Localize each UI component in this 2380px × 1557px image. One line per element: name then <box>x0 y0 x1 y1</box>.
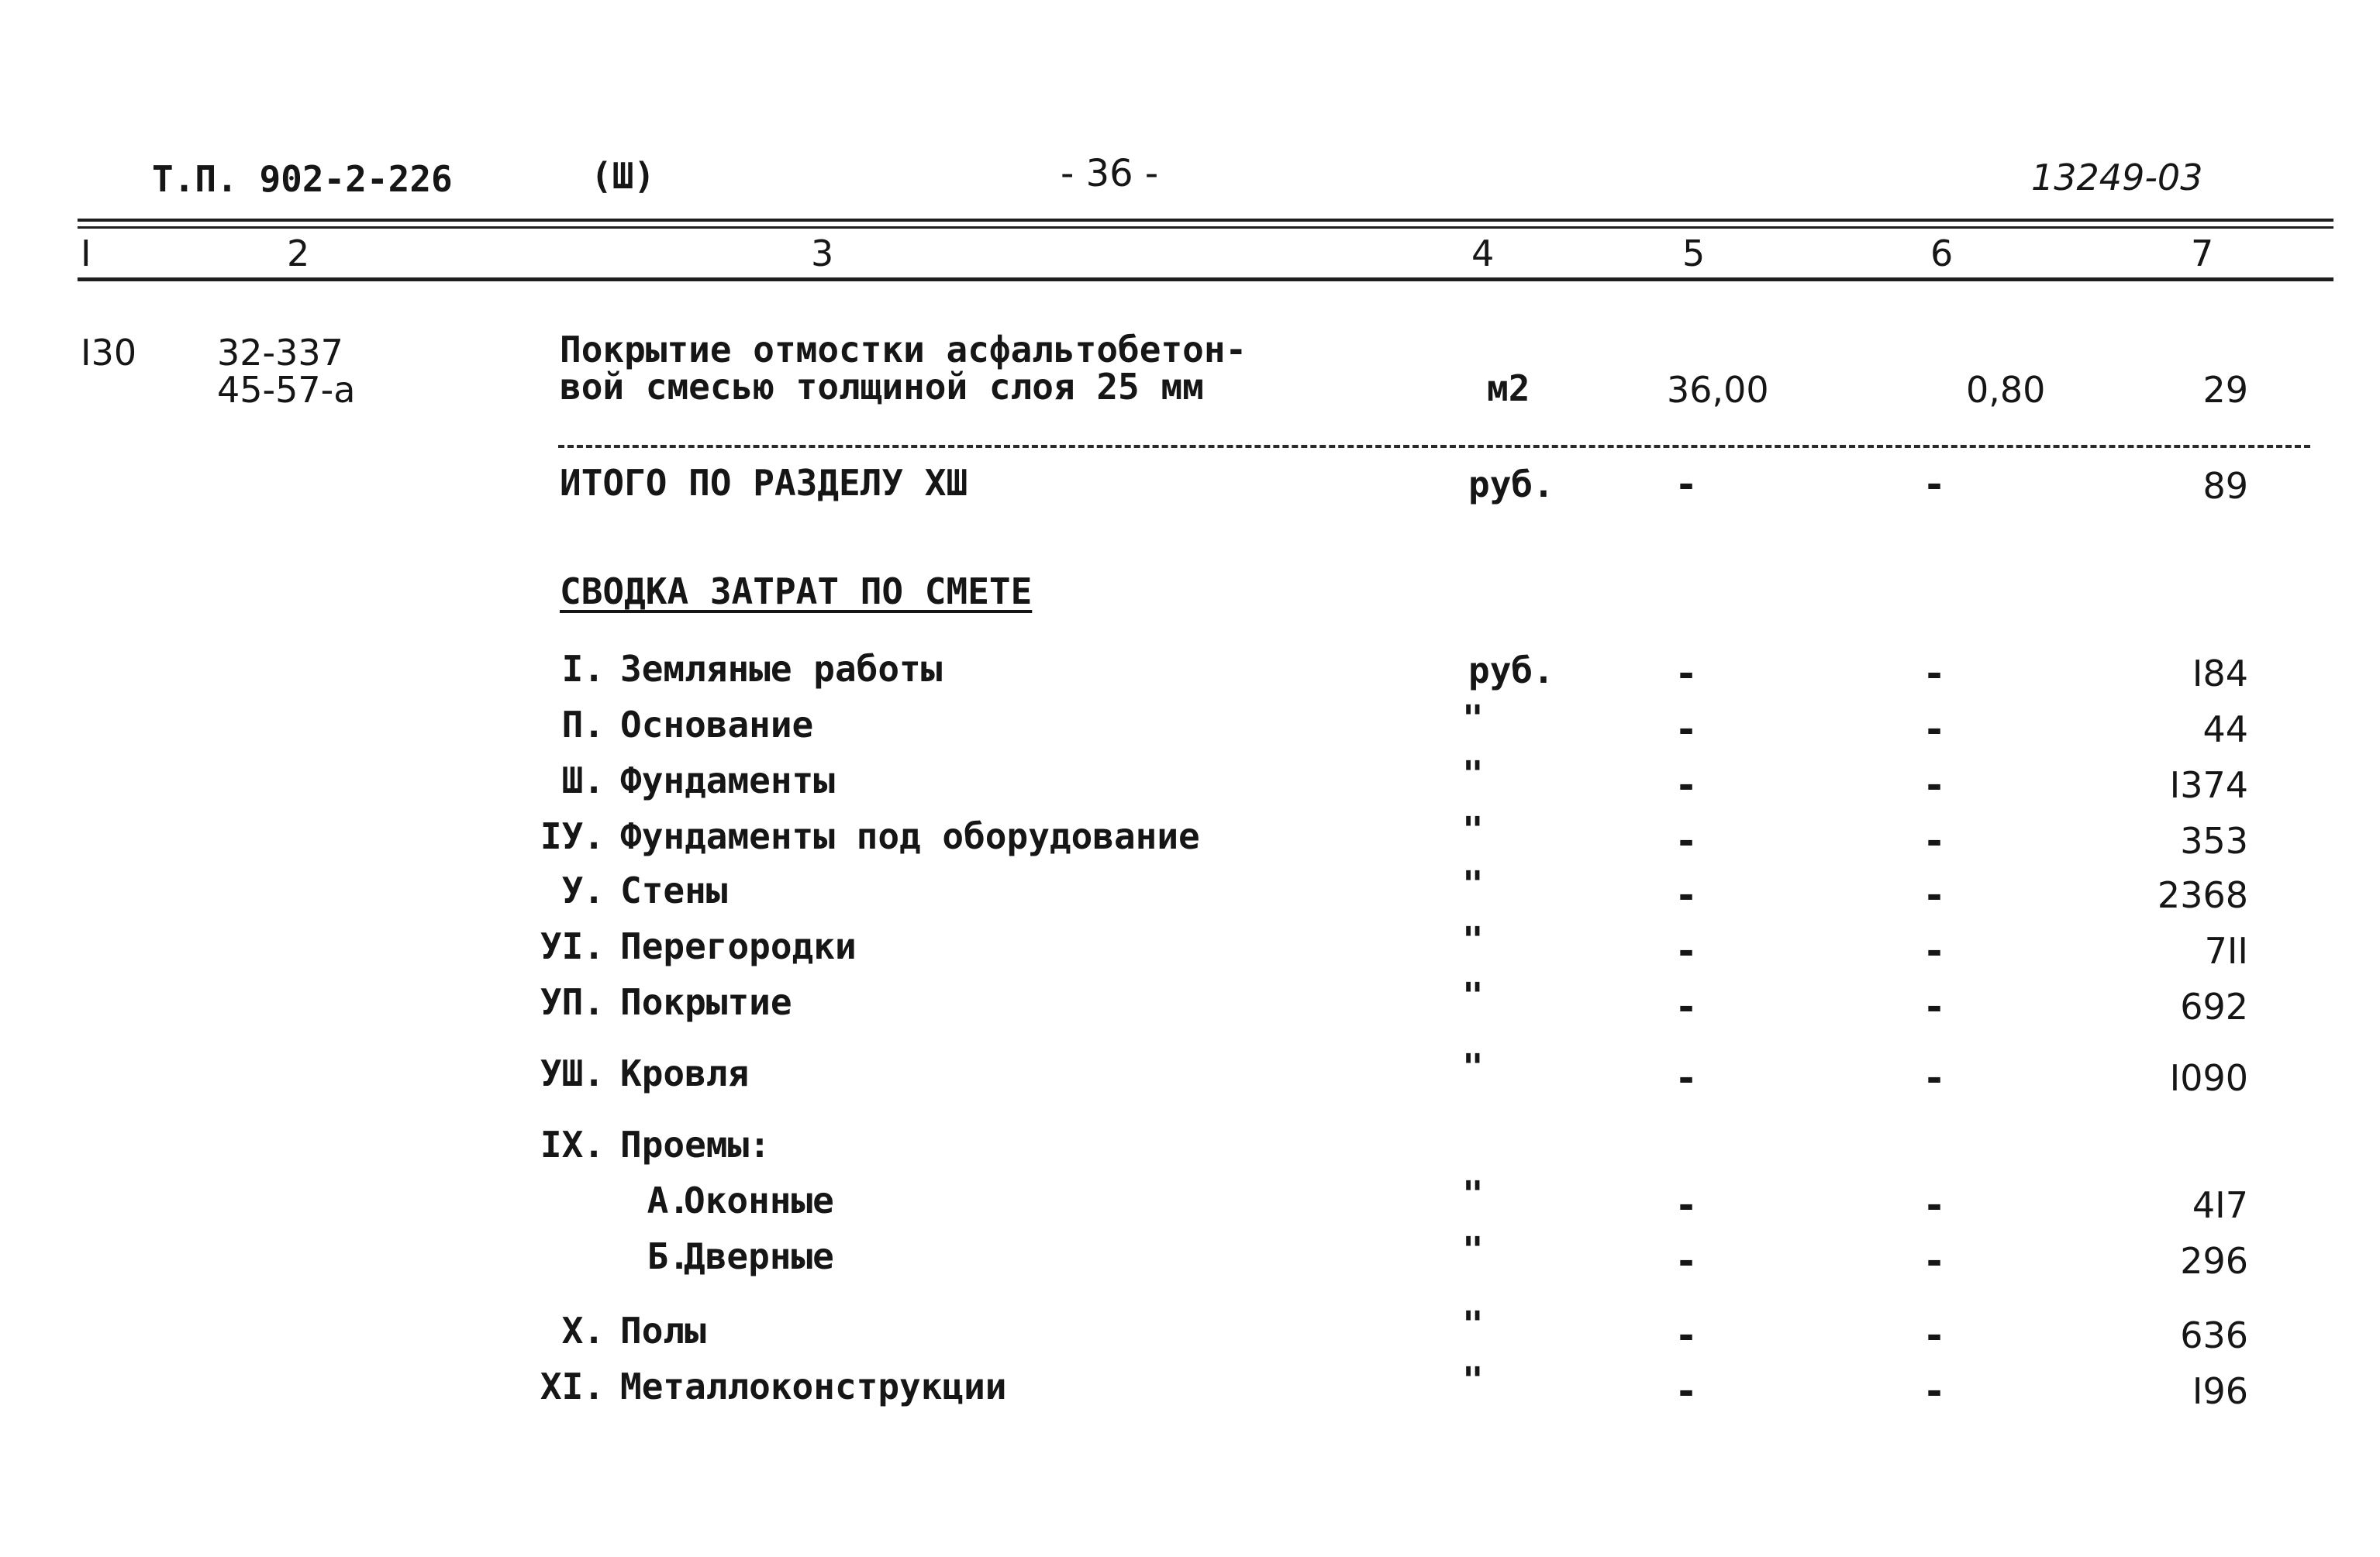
summary-row-value: 636 <box>2180 1314 2248 1356</box>
summary-row-col6: - <box>1923 984 1947 1029</box>
summary-row-col5: - <box>1675 1369 1699 1414</box>
summary-row-number: X. <box>561 1310 605 1352</box>
summary-row-value: 4I7 <box>2192 1184 2248 1226</box>
summary-row-name: Проемы: <box>620 1124 771 1166</box>
summary-row-name: Оконные <box>684 1180 834 1221</box>
summary-row-unit: " <box>1462 919 1484 961</box>
summary-row-col5: - <box>1675 873 1699 918</box>
summary-row-number: А. <box>647 1180 690 1221</box>
entry-unit-price: 0,80 <box>1966 369 2046 411</box>
part-label: (Ш) <box>591 155 656 197</box>
summary-row-col5: - <box>1675 1238 1699 1283</box>
summary-row-number: Ш. <box>561 760 605 801</box>
summary-row-number: П. <box>561 704 605 746</box>
summary-row-unit: " <box>1462 809 1484 851</box>
summary-row-col6: - <box>1923 651 1947 696</box>
summary-row-unit: " <box>1462 1173 1484 1215</box>
summary-row-number: У. <box>561 870 605 911</box>
summary-row-col5: - <box>1675 818 1699 863</box>
summary-row-col6: - <box>1923 1238 1947 1283</box>
project-code: Т.П. 902-2-226 <box>152 158 453 200</box>
subtotal-col5: - <box>1675 462 1699 507</box>
summary-row-col6: - <box>1923 1056 1947 1101</box>
summary-row-col5: - <box>1675 651 1699 696</box>
summary-row-col6: - <box>1923 707 1947 752</box>
summary-row-col6: - <box>1923 818 1947 863</box>
summary-row-number: УI. <box>540 925 605 967</box>
summary-row-unit: " <box>1462 698 1484 739</box>
summary-row-value: 692 <box>2180 986 2248 1028</box>
summary-row-name: Металлоконструкции <box>620 1366 1007 1407</box>
col-header-5: 5 <box>1682 233 1706 274</box>
summary-row-col5: - <box>1675 1056 1699 1101</box>
summary-row-unit: " <box>1462 975 1484 1017</box>
entry-total: 29 <box>2202 369 2248 411</box>
summary-row-number: УП. <box>540 981 605 1023</box>
summary-row-value: 7II <box>2204 930 2248 972</box>
summary-row-col5: - <box>1675 984 1699 1029</box>
summary-row-name: Покрытие <box>620 981 792 1023</box>
subtotal-dashed-rule <box>558 445 2310 448</box>
summary-row-col6: - <box>1923 1369 1947 1414</box>
summary-row-name: Фундаменты <box>620 760 835 801</box>
entry-code-1: 32-337 <box>217 332 343 374</box>
col-header-1: I <box>81 233 91 274</box>
entry-number: I30 <box>81 332 137 374</box>
summary-row-number: IУ. <box>540 815 605 857</box>
summary-row-unit: " <box>1462 1046 1484 1088</box>
summary-row-value: I374 <box>2169 764 2248 806</box>
summary-row-name: Полы <box>620 1310 706 1352</box>
page-number: - 36 - <box>1061 152 1159 195</box>
summary-row-col6: - <box>1923 873 1947 918</box>
summary-row-col6: - <box>1923 928 1947 973</box>
entry-description-line1: Покрытие отмостки асфальтобетон- <box>560 329 1247 370</box>
subtotal-label: ИТОГО ПО РАЗДЕЛУ XШ <box>560 462 968 504</box>
summary-row-number: УШ. <box>540 1052 605 1094</box>
summary-row-number: Б. <box>647 1235 690 1277</box>
summary-row-col5: - <box>1675 1313 1699 1358</box>
col-header-7: 7 <box>2191 233 2214 274</box>
entry-code-2: 45-57-а <box>217 369 356 411</box>
summary-row-name: Фундаменты под оборудование <box>620 815 1200 857</box>
summary-row-unit: " <box>1462 1359 1484 1401</box>
col-header-2: 2 <box>287 233 310 274</box>
summary-row-col6: - <box>1923 1313 1947 1358</box>
summary-row-name: Основание <box>620 704 814 746</box>
summary-row-value: 296 <box>2180 1240 2248 1282</box>
document-id: 13249-03 <box>2031 157 2203 198</box>
entry-quantity: 36,00 <box>1667 369 1769 411</box>
summary-row-unit: " <box>1462 753 1484 795</box>
summary-row-unit: руб. <box>1468 649 1554 691</box>
entry-unit: м2 <box>1487 367 1530 409</box>
summary-row-number: I. <box>561 648 605 690</box>
header-bottom-rule <box>78 277 2333 281</box>
summary-row-number: IX. <box>540 1124 605 1166</box>
summary-row-col6: - <box>1923 1183 1947 1228</box>
summary-row-value: I96 <box>2192 1370 2248 1412</box>
summary-row-value: 44 <box>2202 708 2248 750</box>
col-header-4: 4 <box>1471 233 1495 274</box>
summary-title: СВОДКА ЗАТРАТ ПО СМЕТЕ <box>560 570 1033 612</box>
summary-row-value: I090 <box>2169 1057 2248 1099</box>
summary-row-value: 353 <box>2180 820 2248 862</box>
summary-row-number: XI. <box>540 1366 605 1407</box>
summary-row-col5: - <box>1675 707 1699 752</box>
subtotal-unit: руб. <box>1468 463 1554 505</box>
col-header-3: 3 <box>811 233 834 274</box>
summary-row-col5: - <box>1675 763 1699 808</box>
summary-row-name: Дверные <box>684 1235 834 1277</box>
summary-row-name: Кровля <box>620 1052 750 1094</box>
summary-row-col6: - <box>1923 763 1947 808</box>
summary-row-unit: " <box>1462 1304 1484 1345</box>
entry-description-line2: вой смесью толщиной слоя 25 мм <box>560 366 1204 408</box>
subtotal-col6: - <box>1923 462 1947 507</box>
summary-row-col5: - <box>1675 1183 1699 1228</box>
summary-row-col5: - <box>1675 928 1699 973</box>
summary-row-name: Земляные работы <box>620 648 943 690</box>
summary-row-unit: " <box>1462 1229 1484 1271</box>
summary-row-value: I84 <box>2192 653 2248 694</box>
top-rule <box>78 219 2333 222</box>
summary-row-unit: " <box>1462 863 1484 905</box>
subtotal-total: 89 <box>2202 465 2248 507</box>
top-rule-second <box>78 226 2333 229</box>
summary-row-name: Перегородки <box>620 925 857 967</box>
summary-row-value: 2368 <box>2157 874 2248 916</box>
summary-row-name: Стены <box>620 870 728 911</box>
col-header-6: 6 <box>1930 233 1954 274</box>
